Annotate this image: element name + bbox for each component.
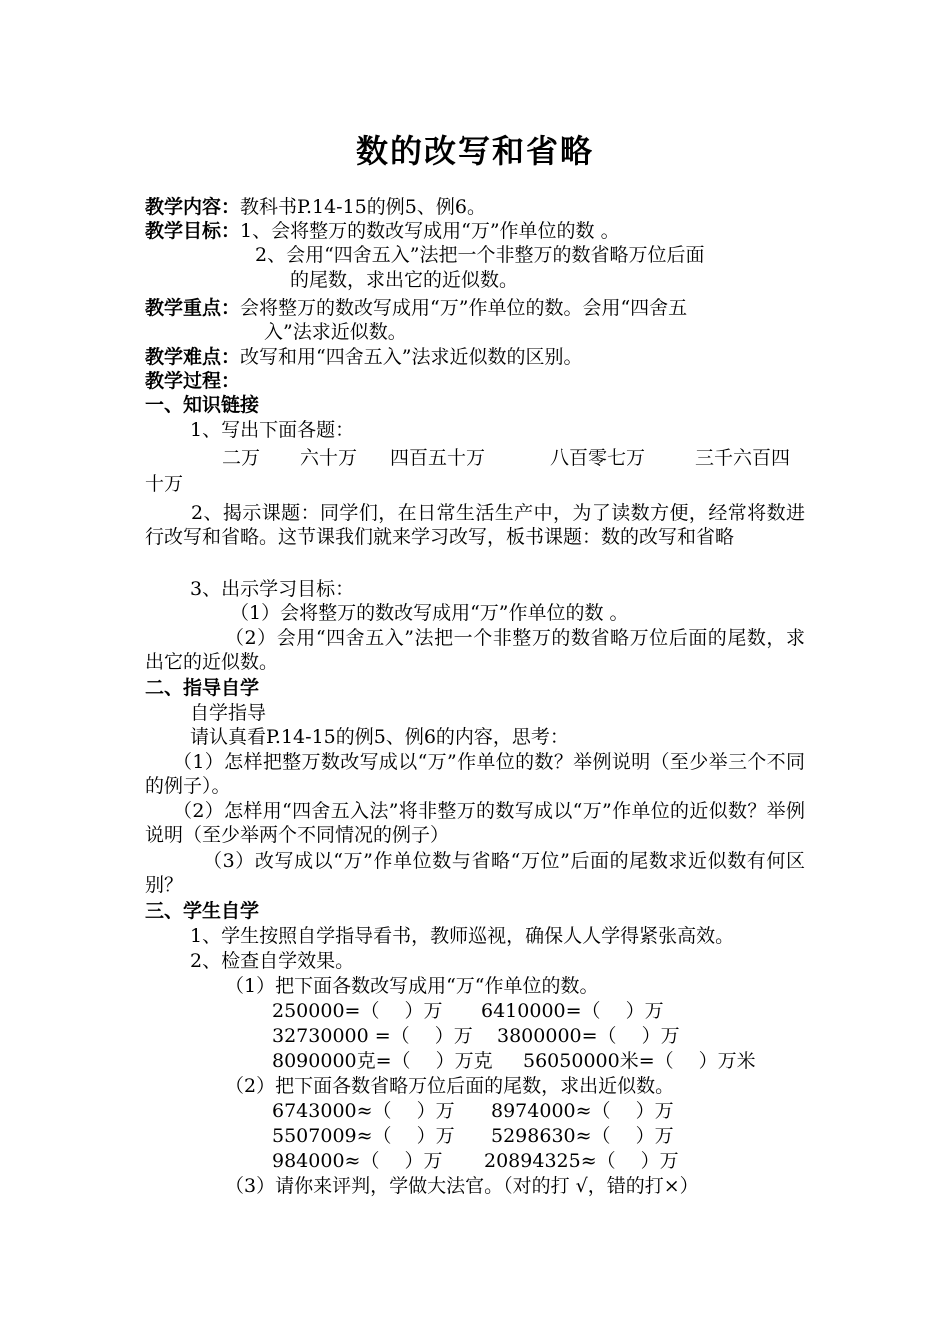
section-2-heading: 二、指导自学 [145,677,260,699]
key-text-b: 入”法求近似数。 [264,321,407,343]
difficulty-line [145,345,582,369]
word-4: 八百零七万 [550,447,646,469]
question-3: （3）改写成以“万”作单位数与省略“万位”后面的尾数求近似数有何区别？ [145,850,805,896]
word-5-tail: 十万 [145,473,184,495]
key-label: 教学重点： [145,297,241,319]
exercise-item: 3800000=（ ）万 [497,1025,680,1047]
exercise-item: 32730000 =（ ）万 [272,1025,473,1047]
difficulty-text: 改写和用“四舍五入”法求近似数的区别。 [240,346,583,368]
sec1-item-3: 3、出示学习目标： [190,578,355,600]
section-3-heading: 三、学生自学 [145,900,260,922]
content-label: 教学内容： [145,196,241,218]
objective-2: （2）会用“四舍五入”法把一个非整万的数省略万位后面的尾数，求出它的近似数。 [145,627,805,673]
sec3-step-1: 1、学生按照自学指导看书，教师巡视，确保人人学得紧张高效。 [190,925,735,947]
approx-item: 20894325≈（ ）万 [484,1150,679,1172]
question-2: （2）怎样用“四舍五入法”将非整万的数写成以“万”作单位的近似数？举例说明（至少举两个不同情况的例子） [145,800,805,846]
key-text-a: 会将整万的数改写成用“万”作单位的数。会用“四舍五 [240,297,688,319]
question-1: （1）怎样把整万数改写成以“万”作单位的数？举例说明（至少举三个不同的例子）。 [145,751,805,797]
goal-2a: 2、会用“四舍五入”法把一个非整万的数省略万位后面 [255,244,705,266]
approx-item: 8974000≈（ ）万 [491,1100,674,1122]
goal-1: 1、会将整万的数改写成用“万”作单位的数 。 [240,220,620,242]
key-line [145,296,687,320]
part-3-prompt: （3）请你来评判，学做大法官。（对的打 √，错的打×） [225,1175,699,1197]
section-1-heading: 一、知识链接 [145,394,260,416]
word-2: 六十万 [300,447,358,469]
exercise-item: 250000=（ ）万 [272,1000,443,1022]
content-text: 教科书P.14-15的例5、例6。 [240,196,486,218]
goals-line [145,219,620,243]
sec1-item-2: 2、揭示课题：同学们，在日常生活生产中，为了读数方便，经常将数进行改写和省略。这节课我们就来学习改写，板书课题：数的改写和省略 [145,502,805,548]
page-title: 数的改写和省略 [355,132,594,170]
sec3-step-2: 2、检查自学效果。 [190,950,355,972]
sec1-item-1: 1、写出下面各题： [190,419,355,441]
approx-item: 5298630≈（ ）万 [491,1125,674,1147]
approx-item: 5507009≈（ ）万 [272,1125,455,1147]
approx-item: 6743000≈（ ）万 [272,1100,455,1122]
exercise-item: 8090000克=（ ）万克 [272,1050,493,1072]
part-2-prompt: （2）把下面各数省略万位后面的尾数，求出近似数。 [225,1075,675,1097]
exercise-item: 56050000米=（ ）万米 [523,1050,756,1072]
sec2-intro: 请认真看P.14-15的例5、例6的内容，思考： [190,726,569,748]
part-1-prompt: （1）把下面各数改写成用“万“作单位的数。 [225,975,599,997]
word-3: 四百五十万 [390,447,486,469]
approx-item: 984000≈（ ）万 [272,1150,443,1172]
goals-label: 教学目标： [145,220,241,242]
word-1: 二万 [222,447,261,469]
sec2-sub: 自学指导 [190,702,267,724]
word-5: 三千六百四 [695,447,791,469]
difficulty-label: 教学难点： [145,346,241,368]
content-line [145,195,486,219]
exercise-item: 6410000=（ ）万 [481,1000,664,1022]
process-label: 教学过程： [145,370,241,392]
goal-2b: 的尾数，求出它的近似数。 [290,269,519,291]
objective-1: （1）会将整万的数改写成用“万”作单位的数 。 [230,602,629,624]
